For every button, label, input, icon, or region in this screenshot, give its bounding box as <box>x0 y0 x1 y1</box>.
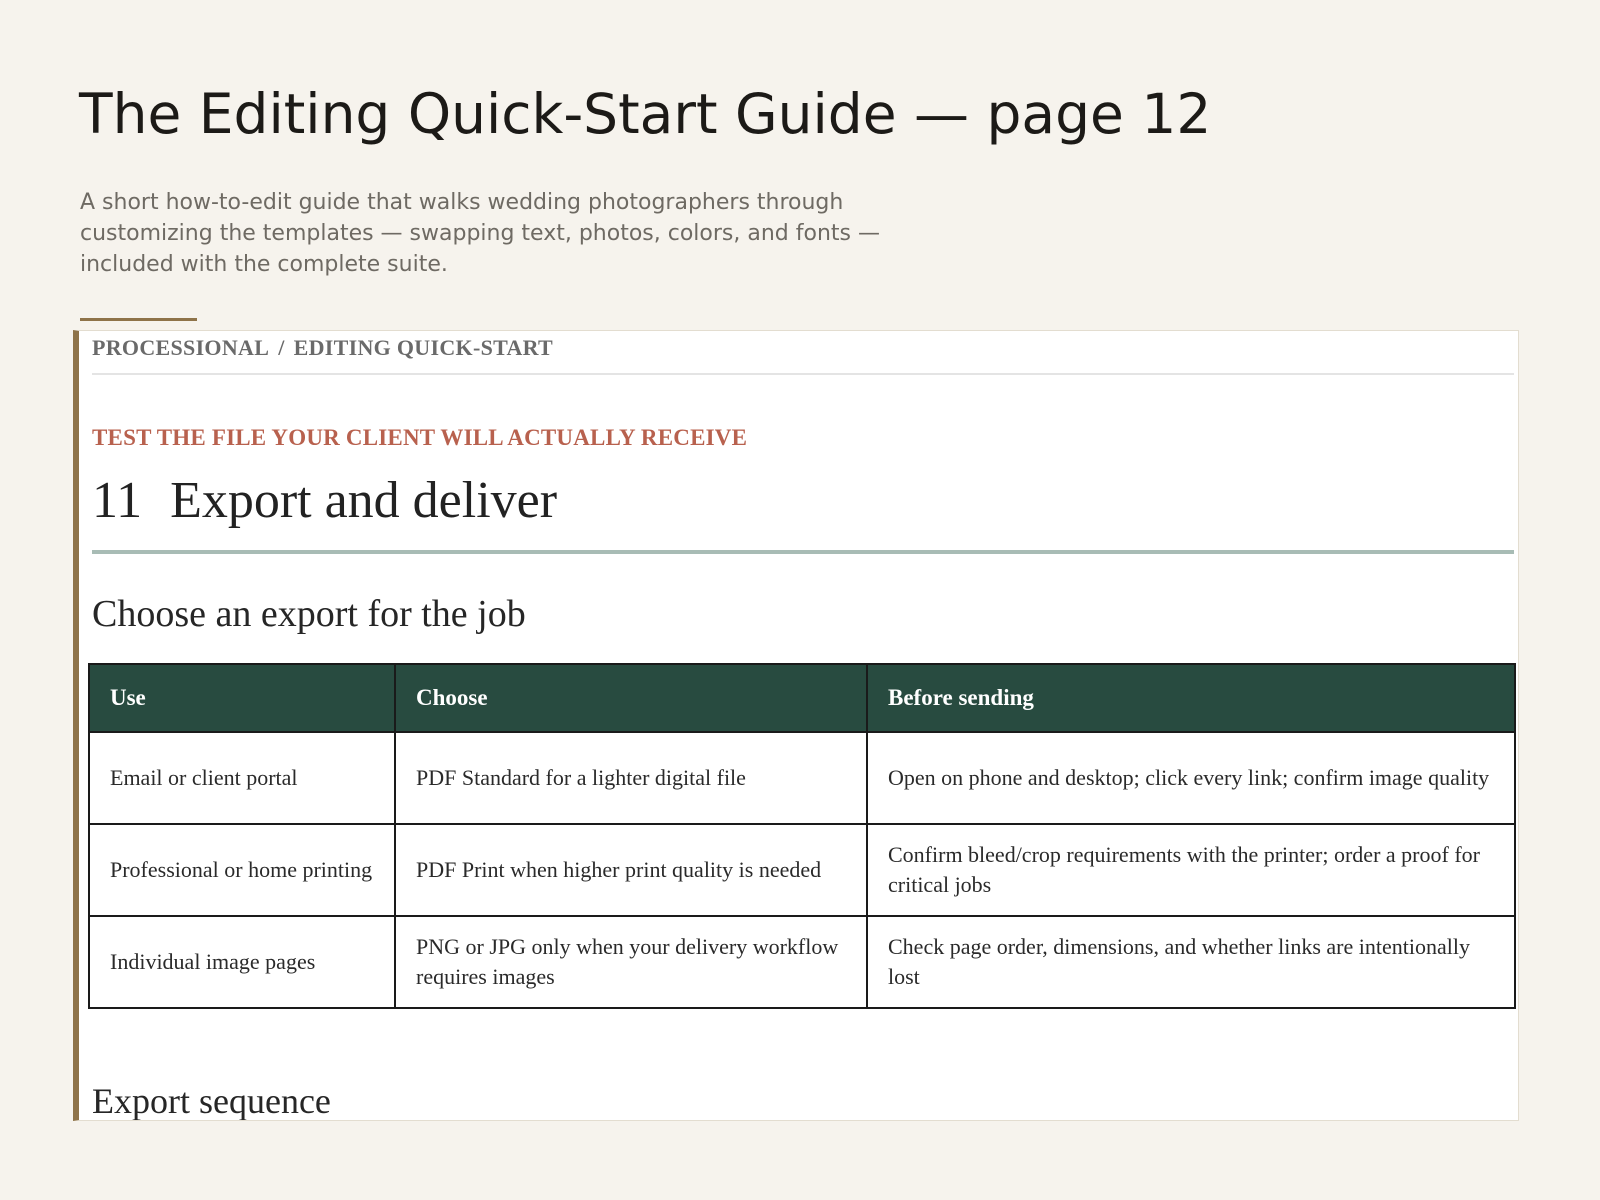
accent-rule <box>80 318 197 321</box>
column-header-before-sending: Before sending <box>867 664 1515 732</box>
table-row <box>89 732 1515 824</box>
subsection-title: Choose an export for the job <box>92 593 526 635</box>
section-divider <box>92 550 1514 554</box>
breadcrumb-divider <box>92 373 1514 375</box>
section-title: Export and deliver <box>170 472 558 529</box>
table-cell-before-sending: Open on phone and desktop; click every link; confirm image quality <box>867 732 1515 824</box>
next-section-title: Export sequence <box>92 1081 331 1121</box>
breadcrumb <box>92 331 553 365</box>
page-title: The Editing Quick-Start Guide — page 12 <box>79 82 1212 146</box>
table-cell-choose: PDF Print when higher print quality is needed <box>395 824 867 916</box>
table-cell-choose: PNG or JPG only when your delivery workflow requires images <box>395 916 867 1008</box>
section-number: 11 <box>92 472 143 529</box>
table-cell-use: Individual image pages <box>89 916 395 1008</box>
table-cell-before-sending: Check page order, dimensions, and whether links are intentionally lost <box>867 916 1515 1008</box>
column-header-use: Use <box>89 664 395 732</box>
table-cell-before-sending: Confirm bleed/crop requirements with the printer; order a proof for critical jobs <box>867 824 1515 916</box>
table-cell-choose: PDF Standard for a lighter digital file <box>395 732 867 824</box>
table-row <box>89 916 1515 1008</box>
page-subtitle: A short how-to-edit guide that walks wedding photographers through customizing the templates — swapping text, photos, colors, and fonts — included with the complete suite. <box>80 190 880 277</box>
export-options-table <box>88 663 1516 1009</box>
document-preview <box>73 330 1519 1121</box>
breadcrumb-item-processional: PROCESSIONAL <box>92 335 270 360</box>
table-header-row <box>89 664 1515 732</box>
breadcrumb-separator: / <box>278 335 285 360</box>
section-kicker: TEST THE FILE YOUR CLIENT WILL ACTUALLY RECEIVE <box>92 425 748 450</box>
section-heading <box>92 469 557 533</box>
breadcrumb-item-editing-quick-start: EDITING QUICK-START <box>293 335 554 360</box>
table-cell-use: Email or client portal <box>89 732 395 824</box>
table-cell-use: Professional or home printing <box>89 824 395 916</box>
table-row <box>89 824 1515 916</box>
column-header-choose: Choose <box>395 664 867 732</box>
